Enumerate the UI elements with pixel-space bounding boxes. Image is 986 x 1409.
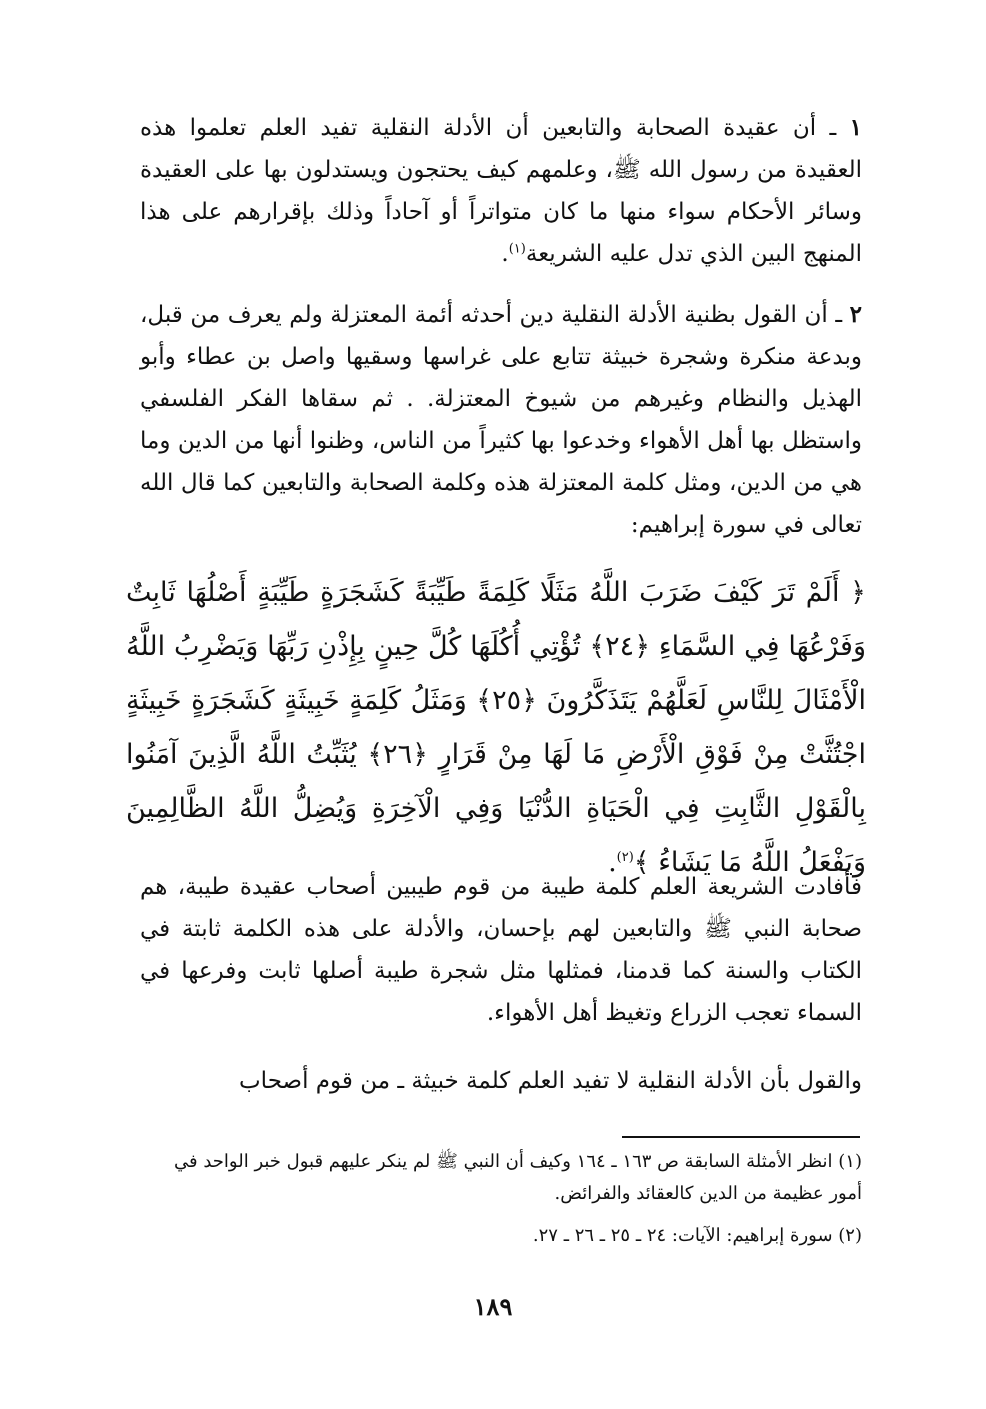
verse-text: ﴿ أَلَمْ تَرَ كَيْفَ ضَرَبَ اللَّهُ مَثَلًا كَلِمَةً طَيِّبَةً كَشَجَرَةٍ طَيِّبَةٍ أَصْلُهَا ثَابِتٌ وَفَرْعُهَا فِي السَّمَاءِ ﴿٢٤﴾ تُؤْتِي أُكُلَهَا كُلَّ حِينٍ بِإِذْنِ رَبِّهَا وَيَضْرِبُ اللَّهُ الْأَمْثَالَ لِلنَّاسِ لَعَلَّهُمْ يَتَذَكَّرُونَ ﴿٢٥﴾ وَمَثَلُ كَلِمَةٍ خَبِيثَةٍ كَشَجَرَةٍ خَبِيثَةٍ اجْتُثَّتْ مِنْ فَوْقِ الْأَرْضِ مَا لَهَا مِنْ قَرَارٍ ﴿٢٦﴾ يُثَبِّتُ اللَّهُ الَّذِينَ آمَنُوا بِالْقَوْلِ الثَّابِتِ فِي الْحَيَاةِ الدُّنْيَا وَفِي الْآخِرَةِ وَيُضِلُّ اللَّهُ الظَّالِمِينَ وَيَفْعَلُ اللَّهُ مَا يَشَاءُ ﴾ <box>126 577 866 878</box>
paragraph-number: ١ <box>849 114 862 141</box>
footnote-2 <box>140 1220 862 1252</box>
sentence-end: . <box>501 241 509 267</box>
paragraph-1 <box>140 107 862 275</box>
footnote-reference: (١) <box>508 241 526 257</box>
paragraph-number: ٢ <box>849 301 863 328</box>
paragraph-4: والقول بأن الأدلة النقلية لا تفيد العلم كلمة خبيثة ـ من قوم أصحاب <box>239 1068 862 1094</box>
page-number: ١٨٩ <box>473 1292 513 1321</box>
paragraph-3: فأفادت الشريعة العلم كلمة طيبة من قوم طيبين أصحاب عقيدة طيبة، هم صحابة النبي ﷺ والتابعين لهم بإحسان، والأدلة على هذه الكلمة ثابتة في الكتاب والسنة كما قدمنا، فمثلها مثل شجرة طيبة أصلها ثابت وفرعها في السماء تعجب الزراع وتغيظ أهل الأهواء. <box>140 874 862 1026</box>
paragraph-2 <box>140 294 862 546</box>
footnote-marker: (٢) <box>838 1225 862 1246</box>
footnote-divider <box>622 1136 860 1138</box>
footnote-1 <box>140 1146 862 1210</box>
footnote-marker: (١) <box>838 1151 862 1172</box>
paragraph-text: ـ أن عقيدة الصحابة والتابعين أن الأدلة النقلية تفيد العلم تعلموا هذه العقيدة من رسول الله ﷺ، وعلمهم كيف يحتجون ويستدلون بها على العقيدة وسائر الأحكام سواء منها ما كان متواتراً أو آحاداً وذلك بإقرارهم على هذا المنهج البين الذي تدل عليه الشريعة <box>140 115 862 267</box>
quran-verse <box>126 566 866 890</box>
footnote-text: انظر الأمثلة السابقة ص ١٦٣ ـ ١٦٤ وكيف أن النبي ﷺ لم ينكر عليهم قبول خبر الواحد في أمور عظيمة من الدين كالعقائد والفرائض. <box>174 1151 862 1204</box>
sentence-end: . <box>608 847 617 878</box>
footnote-text: سورة إبراهيم: الآيات: ٢٤ ـ ٢٥ ـ ٢٦ ـ ٢٧. <box>532 1225 833 1246</box>
footnote-reference: (٢) <box>616 850 634 865</box>
paragraph-text: ـ أن القول بظنية الأدلة النقلية دين أحدثه أئمة المعتزلة ولم يعرف من قبل، وبدعة منكرة وشجرة خبيثة تتابع على غراسها وسقيها واصل بن عطاء وأبو الهذيل والنظام وغيرهم من شيوخ المعتزلة. . ثم سقاها الفكر الفلسفي واستظل بها أهل الأهواء وخدعوا بها كثيراً من الناس، وظنوا أنها من الدين وما هي من الدين، ومثل كلمة المعتزلة هذه وكلمة الصحابة والتابعين كما قال الله تعالى في سورة إبراهيم: <box>140 302 862 538</box>
